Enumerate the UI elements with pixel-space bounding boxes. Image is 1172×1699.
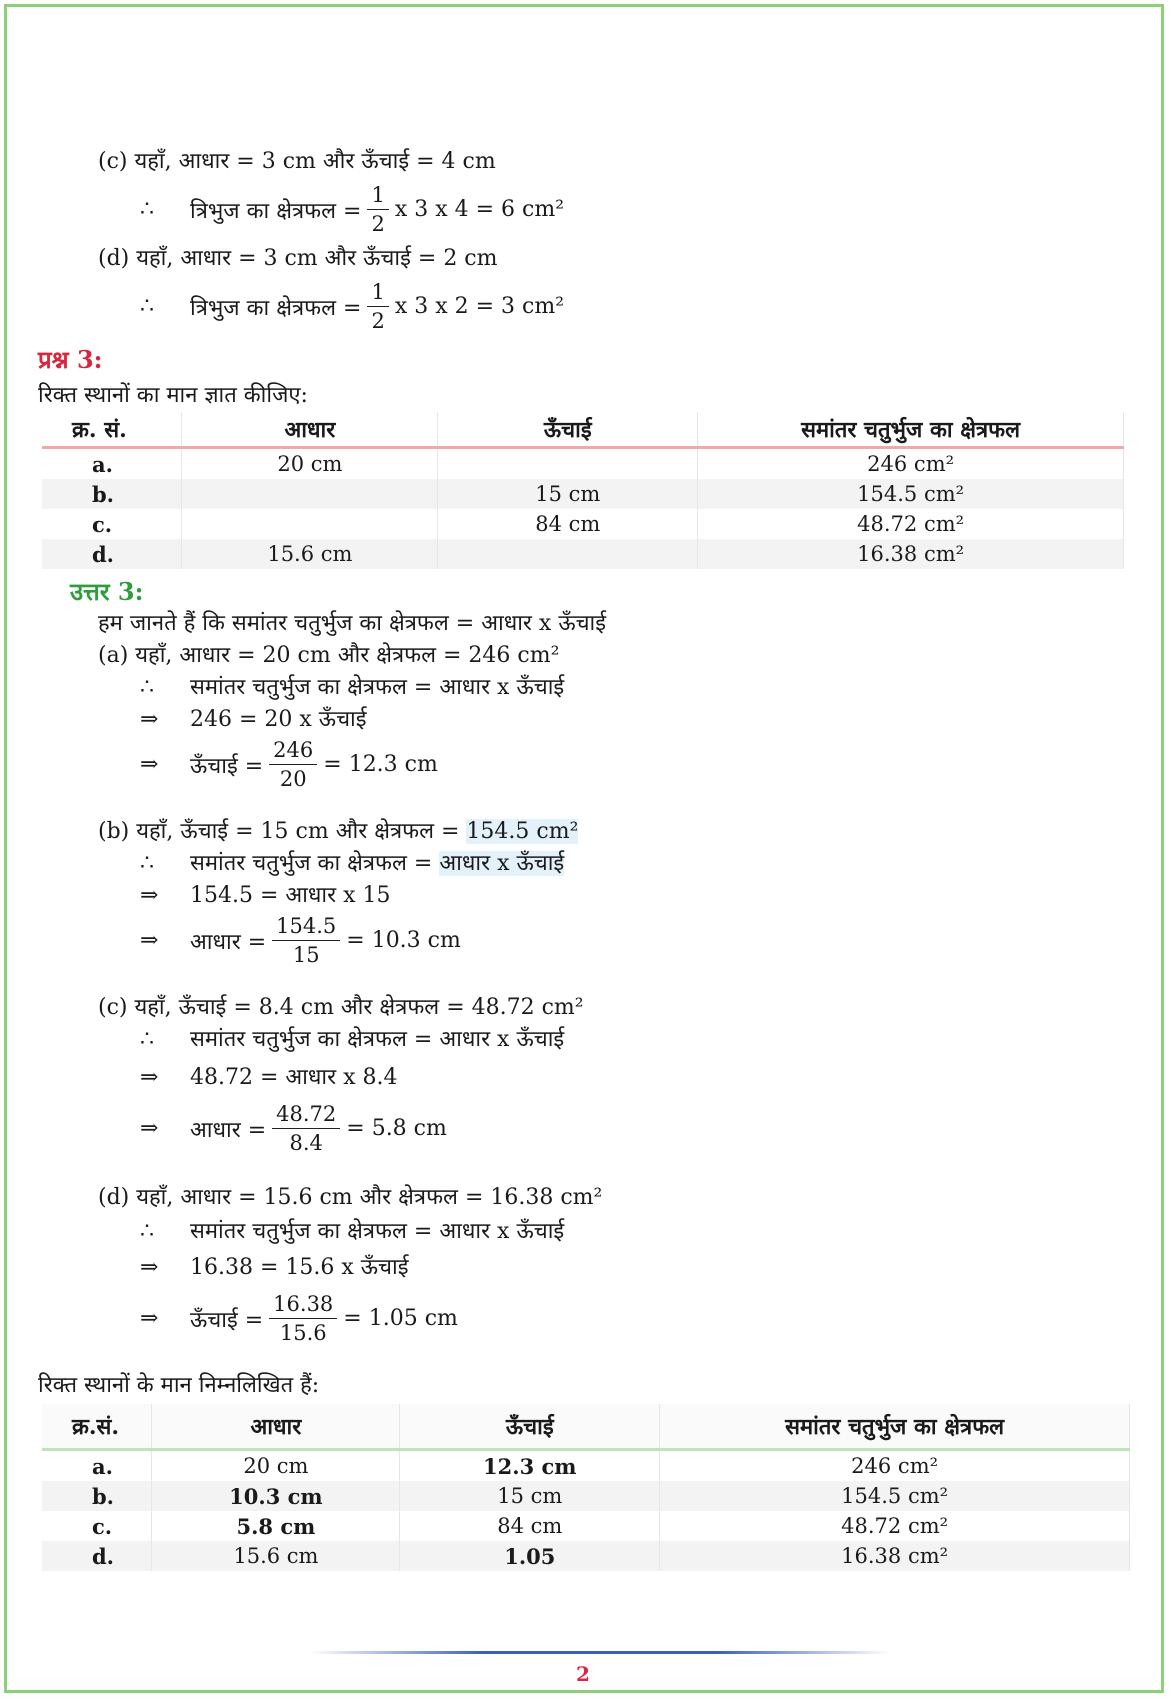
- fraction-denominator: 2: [371, 212, 385, 236]
- part-b-step: [140, 882, 391, 910]
- fraction-denominator: 2: [371, 309, 385, 333]
- col-base-header: आधार: [182, 412, 438, 448]
- cell-base: 10.3 cm: [152, 1481, 400, 1511]
- fraction: [367, 280, 388, 333]
- therefore-symbol: ∴: [140, 197, 154, 222]
- part-a-heading: (a) यहाँ, आधार = 20 cm और क्षेत्रफल = 246 cm²: [98, 643, 560, 668]
- therefore-symbol: ∴: [140, 1219, 154, 1244]
- fraction-numerator: 1: [367, 280, 388, 307]
- part-b-formula: [140, 850, 564, 878]
- cell-base: 15.6 cm: [152, 1541, 400, 1571]
- fraction-numerator: 1: [367, 183, 388, 210]
- footer-divider: [310, 1651, 890, 1654]
- cell-base: 20 cm: [182, 448, 438, 480]
- highlighted-text: आधार x ऊँचाई: [439, 851, 565, 876]
- implies-symbol: ⇒: [140, 1116, 159, 1141]
- result-value: = 5.8 cm: [346, 1116, 447, 1141]
- result-value: = 1.05 cm: [343, 1306, 458, 1331]
- heading-text: (b) यहाँ, ऊँचाई = 15 cm और क्षेत्रफल =: [98, 819, 467, 844]
- col-area-header: समांतर चतुर्भुज का क्षेत्रफल: [660, 1404, 1130, 1450]
- result-label: आधार =: [190, 1117, 267, 1143]
- table-header-row: [42, 1404, 1130, 1450]
- part-a-step: [140, 706, 367, 734]
- cell-height: 15 cm: [438, 479, 698, 509]
- fraction: [272, 1102, 340, 1155]
- table-row: [42, 1541, 1130, 1571]
- question-text: रिक्त स्थानों का मान ज्ञात कीजिए:: [38, 383, 308, 408]
- therefore-symbol: ∴: [140, 294, 154, 319]
- answer-title: उत्तर 3:: [70, 577, 144, 606]
- implies-symbol: ⇒: [140, 1065, 159, 1090]
- answer-intro: हम जानते हैं कि समांतर चतुर्भुज का क्षेत्रफल = आधार x ऊँचाई: [98, 611, 607, 636]
- fraction: [272, 914, 340, 967]
- fraction-numerator: 48.72: [272, 1102, 340, 1129]
- result-text: रिक्त स्थानों के मान निम्नलिखित हैं:: [38, 1373, 320, 1398]
- implies-symbol: ⇒: [140, 928, 159, 953]
- cell-height: 1.05: [400, 1541, 660, 1571]
- triangle-area-label: त्रिभुज का क्षेत्रफल =: [190, 198, 362, 224]
- fraction-denominator: 15: [292, 943, 320, 967]
- result-label: आधार =: [190, 929, 267, 955]
- page-number: 2: [576, 1662, 590, 1686]
- fraction: [269, 738, 317, 791]
- part-b-result: [140, 914, 461, 967]
- result-label: ऊँचाई =: [190, 1307, 264, 1333]
- col-serial-header: क्र.सं.: [42, 1404, 152, 1450]
- cell-area: 16.38 cm²: [698, 539, 1124, 569]
- part-d-answer-heading: (d) यहाँ, आधार = 15.6 cm और क्षेत्रफल = 16.38 cm²: [98, 1185, 603, 1210]
- part-c-answer-heading: (c) यहाँ, ऊँचाई = 8.4 cm और क्षेत्रफल = 48.72 cm²: [98, 995, 584, 1020]
- step-text: 48.72 = आधार x 8.4: [190, 1065, 398, 1090]
- part-c-area-line: [140, 183, 564, 236]
- cell-serial: d.: [42, 539, 182, 569]
- col-area-header: समांतर चतुर्भुज का क्षेत्रफल: [698, 412, 1124, 448]
- formula-text: समांतर चतुर्भुज का क्षेत्रफल =: [190, 851, 440, 876]
- table-row: [42, 509, 1124, 539]
- therefore-symbol: ∴: [140, 1027, 154, 1052]
- formula-text: समांतर चतुर्भुज का क्षेत्रफल = आधार x ऊँचाई: [190, 675, 565, 700]
- implies-symbol: ⇒: [140, 883, 159, 908]
- cell-serial: c.: [42, 509, 182, 539]
- fraction-numerator: 246: [269, 738, 317, 765]
- cell-area: 48.72 cm²: [660, 1511, 1130, 1541]
- table-row: [42, 539, 1124, 569]
- col-base-header: आधार: [152, 1404, 400, 1450]
- fraction: [367, 183, 388, 236]
- part-d-formula: [140, 1218, 564, 1246]
- cell-area: 48.72 cm²: [698, 509, 1124, 539]
- cell-serial: d.: [42, 1541, 152, 1571]
- question-table: [42, 412, 1124, 569]
- fraction-denominator: 15.6: [279, 1321, 327, 1345]
- part-a-result: [140, 738, 438, 791]
- formula-text: समांतर चतुर्भुज का क्षेत्रफल = आधार x ऊँचाई: [190, 1219, 565, 1244]
- cell-area: 246 cm²: [698, 448, 1124, 480]
- col-height-header: ऊँचाई: [400, 1404, 660, 1450]
- area-result: x 3 x 4 = 6 cm²: [394, 197, 565, 222]
- step-text: 16.38 = 15.6 x ऊँचाई: [190, 1255, 409, 1280]
- fraction-denominator: 20: [279, 767, 307, 791]
- part-b-heading: [98, 818, 578, 846]
- implies-symbol: ⇒: [140, 1255, 159, 1280]
- cell-base: [182, 509, 438, 539]
- area-result: x 3 x 2 = 3 cm²: [394, 294, 565, 319]
- implies-symbol: ⇒: [140, 707, 159, 732]
- cell-area: 154.5 cm²: [698, 479, 1124, 509]
- cell-base: 5.8 cm: [152, 1511, 400, 1541]
- implies-symbol: ⇒: [140, 752, 159, 777]
- part-d-result: [140, 1292, 458, 1345]
- question-title: प्रश्न 3:: [38, 345, 103, 374]
- cell-height: 84 cm: [438, 509, 698, 539]
- cell-base: 15.6 cm: [182, 539, 438, 569]
- formula-text: समांतर चतुर्भुज का क्षेत्रफल = आधार x ऊँचाई: [190, 1027, 565, 1052]
- table-header-row: [42, 412, 1124, 448]
- fraction: [269, 1292, 337, 1345]
- highlighted-text: 154.5 cm²: [466, 819, 579, 844]
- result-value: = 10.3 cm: [346, 928, 461, 953]
- col-height-header: ऊँचाई: [438, 412, 698, 448]
- cell-base: [182, 479, 438, 509]
- part-c-result: [140, 1102, 447, 1155]
- fraction-numerator: 16.38: [269, 1292, 337, 1319]
- table-row: [42, 479, 1124, 509]
- triangle-area-label: त्रिभुज का क्षेत्रफल =: [190, 295, 362, 321]
- cell-area: 246 cm²: [660, 1450, 1130, 1482]
- part-d-heading: (d) यहाँ, आधार = 3 cm और ऊँचाई = 2 cm: [98, 246, 498, 271]
- implies-symbol: ⇒: [140, 1306, 159, 1331]
- cell-serial: b.: [42, 479, 182, 509]
- therefore-symbol: ∴: [140, 675, 154, 700]
- step-text: 246 = 20 x ऊँचाई: [190, 707, 367, 732]
- part-c-heading: (c) यहाँ, आधार = 3 cm और ऊँचाई = 4 cm: [98, 149, 496, 174]
- cell-height: [438, 448, 698, 480]
- table-row: [42, 1511, 1130, 1541]
- fraction-denominator: 8.4: [289, 1131, 323, 1155]
- col-serial-header: क्र. सं.: [42, 412, 182, 448]
- table-row: [42, 1481, 1130, 1511]
- part-d-step: [140, 1254, 409, 1282]
- cell-height: 84 cm: [400, 1511, 660, 1541]
- cell-height: 12.3 cm: [400, 1450, 660, 1482]
- cell-area: 16.38 cm²: [660, 1541, 1130, 1571]
- part-d-area-line: [140, 280, 564, 333]
- cell-area: 154.5 cm²: [660, 1481, 1130, 1511]
- result-label: ऊँचाई =: [190, 753, 264, 779]
- part-a-formula: [140, 674, 564, 702]
- cell-serial: b.: [42, 1481, 152, 1511]
- cell-serial: a.: [42, 448, 182, 480]
- cell-height: 15 cm: [400, 1481, 660, 1511]
- part-c-formula: [140, 1026, 564, 1054]
- answer-table: [42, 1404, 1130, 1571]
- part-c-step: [140, 1064, 398, 1092]
- cell-base: 20 cm: [152, 1450, 400, 1482]
- fraction-numerator: 154.5: [272, 914, 340, 941]
- table-row: [42, 1450, 1130, 1482]
- cell-height: [438, 539, 698, 569]
- table-row: [42, 448, 1124, 480]
- step-text: 154.5 = आधार x 15: [190, 883, 391, 908]
- result-value: = 12.3 cm: [323, 752, 438, 777]
- cell-serial: c.: [42, 1511, 152, 1541]
- cell-serial: a.: [42, 1450, 152, 1482]
- therefore-symbol: ∴: [140, 851, 154, 876]
